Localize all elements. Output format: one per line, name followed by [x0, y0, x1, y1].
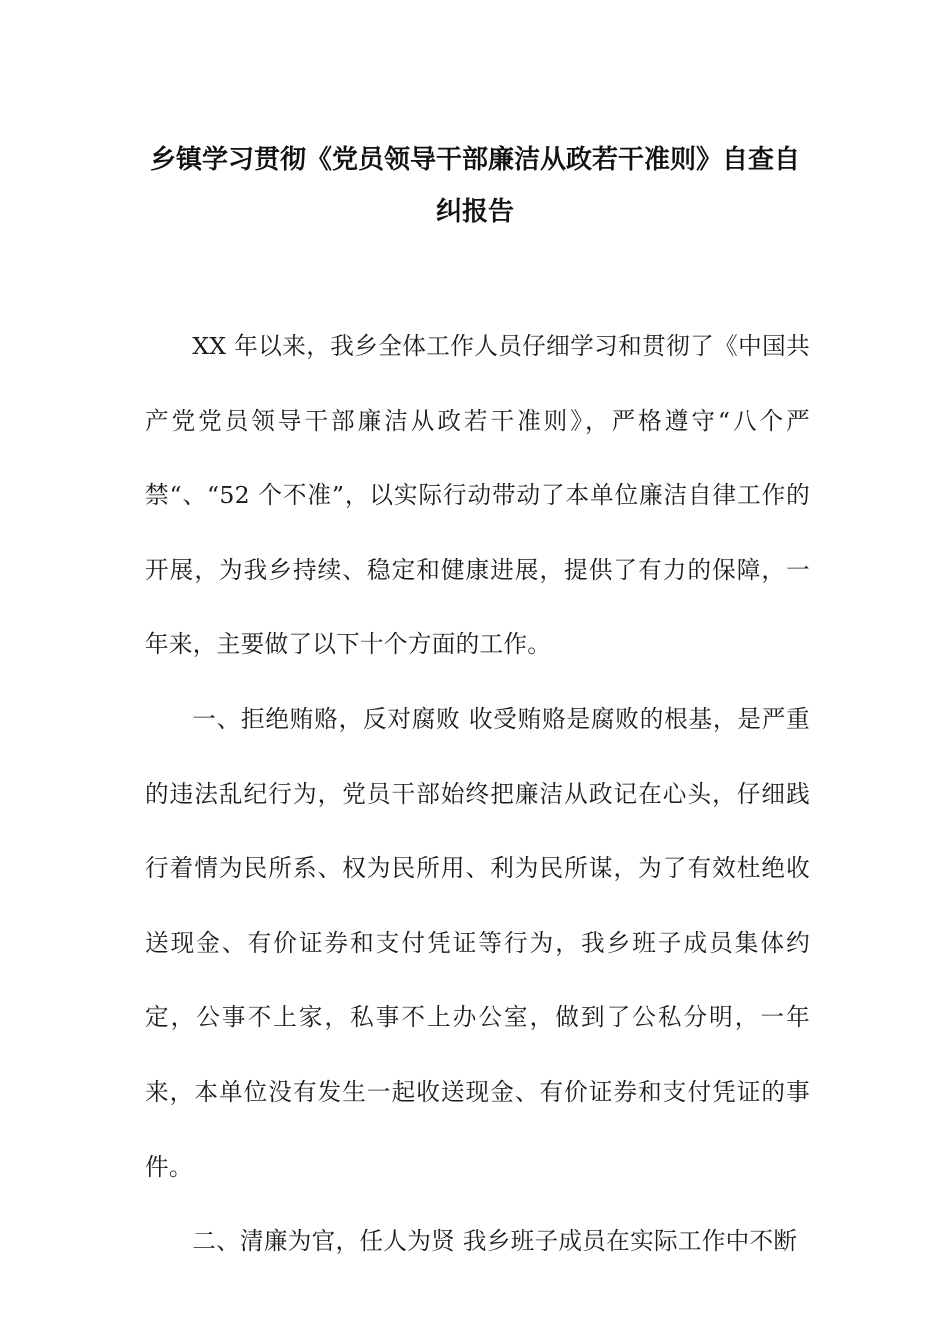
paragraph-section-1: 一、拒绝贿赂，反对腐败 收受贿赂是腐败的根基，是严重的违法乱纪行为，党员干部始终把廉洁从政记在心头，仔细践行着情为民所系、权为民所用、利为民所谋，为了有效杜绝收送现金、有价证券和支付凭证等行为，我乡班子成员集体约定，公事不上家，私事不上办公室，做到了公私分明，一年来，本单位没有发生一起收送现金、有价证券和支付凭证的事件。 [145, 704, 810, 1181]
paragraph-intro: XX 年以来，我乡全体工作人员仔细学习和贯彻了《中国共产党党员领导干部廉洁从政若干准则》，严格遵守“八个严禁“、“52 个不准”，以实际行动带动了本单位廉洁自律工作的开展，为我乡持续、稳定和健康进展，提供了有力的保障，一年来，主要做了以下十个方面的工作。 [145, 332, 810, 659]
paragraph-section-2: 二、清廉为官，任人为贤 我乡班子成员在实际工作中不断 [192, 1227, 798, 1256]
document-title: 乡镇学习贯彻《党员领导干部廉洁从政若干准则》自查自纠报告 [149, 145, 800, 227]
document-body [145, 309, 810, 1279]
